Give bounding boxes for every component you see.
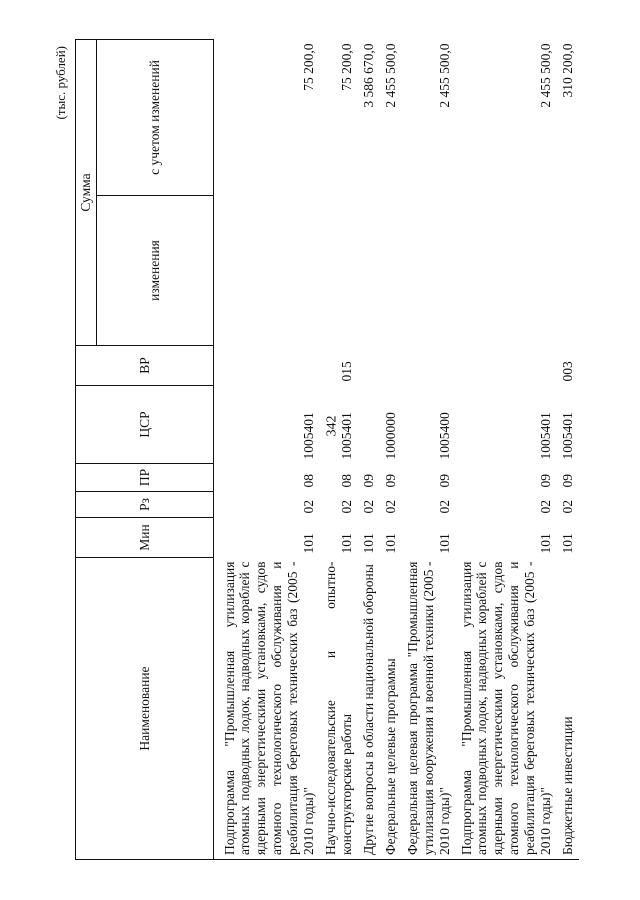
row-total: 2 455 500,0 [382, 43, 398, 108]
col-header-sum: Сумма [76, 39, 97, 345]
row-vr [213, 346, 320, 386]
table-row [380, 39, 402, 859]
row-pr: 08 [301, 474, 317, 488]
row-vr: 003 [560, 361, 576, 382]
row-rz: 02 [301, 500, 317, 514]
table-row [358, 39, 380, 859]
table-header [76, 39, 214, 859]
row-rz: 02 [360, 500, 376, 514]
row-rz: 02 [338, 500, 354, 514]
col-header-name: Наименование [76, 558, 214, 860]
row-total: 310 200,0 [560, 43, 576, 98]
units-label: (тыс. рублей) [53, 46, 68, 120]
table-row [213, 39, 320, 859]
row-min: 101 [338, 533, 354, 554]
row-min: 101 [560, 533, 576, 554]
row-changes [380, 196, 402, 346]
row-vr: 015 [338, 361, 354, 382]
table-row [557, 39, 579, 859]
row-pr: 08 [338, 474, 354, 488]
row-vr [456, 346, 558, 386]
col-header-csr: ЦСР [76, 386, 214, 464]
row-vr [380, 346, 402, 386]
row-csr: 1005401 [538, 412, 554, 460]
row-changes [456, 196, 558, 346]
row-csr: 1000000 [382, 412, 398, 460]
table-row [456, 39, 558, 859]
table-row [320, 39, 358, 859]
row-changes [320, 196, 358, 346]
row-name: Подпрограмма "Промышленная утилизация атомных подводных лодок, надводных кораблей с ядерными энергетическими установками, судов атомного технологического обслуживания и реабилитация береговых технических баз (2005 - 2010 годы)" [213, 558, 320, 860]
row-csr: 1005401 [338, 412, 354, 460]
col-header-vr: ВР [76, 346, 214, 386]
budget-table [75, 39, 579, 860]
row-total: 2 455 500,0 [538, 43, 554, 108]
row-vr [402, 346, 456, 386]
row-total: 2 455 500,0 [436, 43, 452, 108]
row-name: Федеральные целевые программы [380, 558, 402, 860]
rotated-document-sheet [53, 40, 576, 860]
row-csr: 1005401 [560, 412, 576, 460]
row-vr [358, 346, 380, 386]
row-pr: 09 [538, 474, 554, 488]
row-min: 101 [301, 533, 317, 554]
row-name: Подпрограмма "Промышленная утилизация атомных подводных лодок, надводных кораблей с ядерными энергетическими установками, судов атомного технологического обслуживания и реабилитация береговых технических баз (2005 - 2010 годы)" [456, 558, 558, 860]
row-changes [402, 196, 456, 346]
row-min: 101 [538, 533, 554, 554]
row-min: 101 [360, 533, 376, 554]
row-changes [358, 196, 380, 346]
row-pr: 09 [360, 474, 376, 488]
row-rz: 02 [436, 500, 452, 514]
row-pr: 09 [436, 474, 452, 488]
col-header-pr: ПР [76, 464, 214, 492]
row-name: Другие вопросы в области национальной обороны [358, 558, 380, 860]
page-number: 342 [324, 415, 340, 437]
col-header-changes: изменения [96, 196, 213, 346]
row-csr [358, 386, 380, 464]
row-rz: 02 [382, 500, 398, 514]
table-body [213, 39, 579, 859]
row-csr: 1005400 [436, 412, 452, 460]
row-total: 75 200,0 [338, 43, 354, 91]
row-total: 3 586 670,0 [360, 43, 376, 108]
row-min: 101 [382, 533, 398, 554]
row-rz: 02 [560, 500, 576, 514]
col-header-rz: Рз [76, 492, 214, 518]
row-min: 101 [436, 533, 452, 554]
col-header-with-changes: с учетом изменений [96, 39, 213, 195]
table-row [402, 39, 456, 859]
row-rz: 02 [538, 500, 554, 514]
row-total: 75 200,0 [301, 43, 317, 91]
row-name: Научно-исследовательские и опытно-конструкторские работы [320, 558, 358, 860]
row-changes [557, 196, 579, 346]
row-csr: 1005401 [301, 412, 317, 460]
row-name: Бюджетные инвестиции [557, 558, 579, 860]
row-name: Федеральная целевая программа "Промышленная утилизация вооружения и военной техники (2005 - 2010 годы)" [402, 558, 456, 860]
row-changes [213, 196, 320, 346]
row-pr: 09 [560, 474, 576, 488]
row-pr: 09 [382, 474, 398, 488]
col-header-min: Мин [76, 518, 214, 558]
